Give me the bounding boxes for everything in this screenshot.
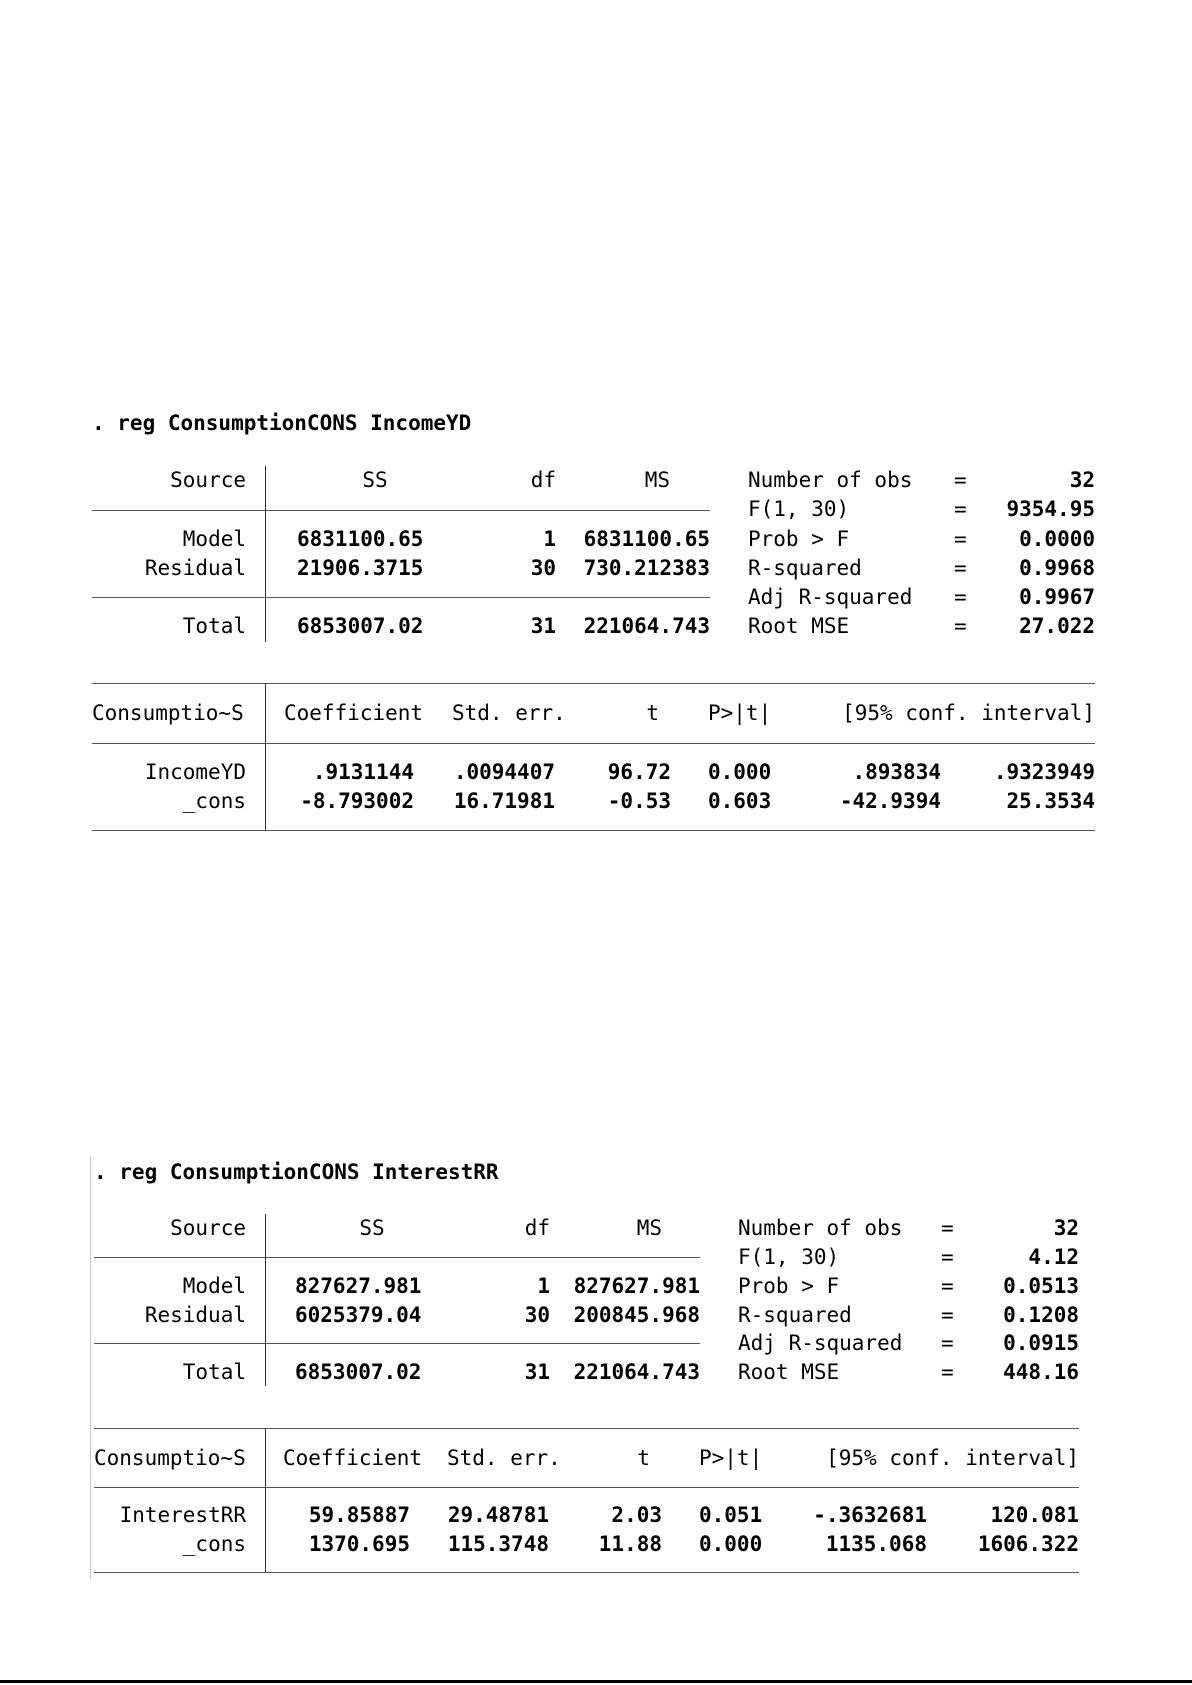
anova-rule-top	[92, 510, 710, 511]
stat-value: 448.16	[1003, 1360, 1079, 1384]
coef-header-se: Std. err.	[447, 1446, 561, 1470]
stat-label: Root MSE	[748, 614, 850, 638]
stat-eq: =	[941, 1360, 954, 1384]
coef-header-coef: Coefficient	[283, 1446, 423, 1470]
coef-header-t: t	[646, 701, 659, 725]
coef-se: 16.71981	[453, 789, 555, 813]
coef-value: -8.793002	[300, 789, 414, 813]
anova-header-ss: SS	[362, 468, 388, 492]
stat-value: 32	[1069, 468, 1095, 492]
stat-eq: =	[954, 497, 967, 521]
coef-se: 29.48781	[447, 1503, 549, 1527]
command-line: . reg ConsumptionCONS IncomeYD	[92, 411, 472, 435]
coef-header-ci: [95% conf. interval]	[842, 701, 1095, 725]
anova-source: Model	[182, 1274, 246, 1298]
anova-header-df: df	[530, 468, 556, 492]
anova-df: 30	[530, 556, 556, 580]
stat-label: Root MSE	[738, 1360, 840, 1384]
coef-divider	[265, 1428, 266, 1572]
anova-ms: 200845.968	[573, 1303, 700, 1327]
stat-value: 0.9968	[1019, 556, 1095, 580]
anova-ss: 6025379.04	[295, 1303, 422, 1327]
coef-header-var: Consumptio~S	[92, 701, 244, 725]
stat-value: 27.022	[1019, 614, 1095, 638]
stat-value: 4.12	[1028, 1245, 1079, 1269]
anova-source: Total	[182, 614, 246, 638]
coef-header-p: P>|t|	[699, 1446, 763, 1470]
anova-source: Total	[182, 1360, 246, 1384]
coef-rule-bottom	[92, 830, 1095, 831]
stat-eq: =	[941, 1303, 954, 1327]
coef-ci-low: -.3632681	[813, 1503, 927, 1527]
stat-value: 32	[1053, 1216, 1079, 1240]
coef-header-coef: Coefficient	[284, 701, 424, 725]
anova-header-ss: SS	[359, 1216, 385, 1240]
anova-rule-mid	[92, 597, 710, 598]
anova-rule-top	[94, 1257, 700, 1258]
anova-ss: 6831100.65	[297, 527, 424, 551]
coef-header-ci: [95% conf. interval]	[826, 1446, 1079, 1470]
stat-label: R-squared	[748, 556, 862, 580]
anova-ss: 21906.3715	[297, 556, 424, 580]
anova-header-source: Source	[170, 468, 246, 492]
coef-ci-low: -42.9394	[839, 789, 941, 813]
coef-ci-high: 25.3534	[1006, 789, 1095, 813]
coef-rule-mid	[92, 743, 1095, 744]
stat-value: 0.0000	[1019, 527, 1095, 551]
anova-header-ms: MS	[644, 468, 670, 492]
coef-value: 59.85887	[308, 1503, 410, 1527]
stat-eq: =	[954, 614, 967, 638]
anova-df: 1	[537, 1274, 550, 1298]
coef-rule-top	[92, 683, 1095, 684]
command-line: . reg ConsumptionCONS InterestRR	[94, 1160, 499, 1184]
coef-ci-high: 120.081	[990, 1503, 1079, 1527]
anova-ss: 827627.981	[295, 1274, 422, 1298]
coef-t: 96.72	[607, 760, 671, 784]
coef-p: 0.000	[708, 760, 772, 784]
anova-divider	[265, 466, 266, 642]
stat-label: Number of obs	[748, 468, 913, 492]
coef-header-p: P>|t|	[708, 701, 772, 725]
stat-eq: =	[954, 556, 967, 580]
anova-ms: 221064.743	[573, 1360, 700, 1384]
stat-label: Number of obs	[738, 1216, 903, 1240]
coef-value: .9131144	[312, 760, 414, 784]
coef-se: .0094407	[453, 760, 555, 784]
coef-ci-high: 1606.322	[977, 1532, 1079, 1556]
stat-eq: =	[941, 1274, 954, 1298]
anova-source: Residual	[144, 556, 246, 580]
stat-eq: =	[941, 1331, 954, 1355]
anova-ss: 6853007.02	[295, 1360, 422, 1384]
stat-value: 0.9967	[1019, 585, 1095, 609]
stat-eq: =	[941, 1216, 954, 1240]
stat-eq: =	[954, 527, 967, 551]
anova-source: Model	[182, 527, 246, 551]
left-margin-bar	[90, 1155, 91, 1580]
coef-t: 11.88	[598, 1532, 662, 1556]
stat-label: Prob > F	[748, 527, 850, 551]
anova-source: Residual	[144, 1303, 246, 1327]
stat-label: Prob > F	[738, 1274, 840, 1298]
anova-ms: 827627.981	[573, 1274, 700, 1298]
stat-value: 9354.95	[1006, 497, 1095, 521]
stat-label: F(1, 30)	[738, 1245, 840, 1269]
stat-value: 0.1208	[1003, 1303, 1079, 1327]
coef-se: 115.3748	[447, 1532, 549, 1556]
anova-df: 30	[524, 1303, 550, 1327]
coef-p: 0.000	[699, 1532, 763, 1556]
coef-p: 0.603	[708, 789, 772, 813]
coef-header-var: Consumptio~S	[94, 1446, 246, 1470]
coef-rule-bottom	[94, 1572, 1079, 1573]
coef-divider	[265, 683, 266, 830]
anova-rule-mid	[94, 1343, 700, 1344]
anova-header-source: Source	[170, 1216, 246, 1240]
coef-var: InterestRR	[119, 1503, 246, 1527]
stat-eq: =	[941, 1245, 954, 1269]
anova-ms: 221064.743	[583, 614, 710, 638]
coef-ci-high: .9323949	[993, 760, 1095, 784]
anova-ss: 6853007.02	[297, 614, 424, 638]
anova-df: 1	[543, 527, 556, 551]
coef-var: _cons	[182, 789, 246, 813]
coef-t: 2.03	[611, 1503, 662, 1527]
coef-header-t: t	[637, 1446, 650, 1470]
coef-header-se: Std. err.	[452, 701, 566, 725]
coef-ci-low: .893834	[852, 760, 941, 784]
coef-var: _cons	[182, 1532, 246, 1556]
stat-eq: =	[954, 585, 967, 609]
anova-df: 31	[524, 1360, 550, 1384]
anova-divider	[265, 1214, 266, 1386]
coef-p: 0.051	[699, 1503, 763, 1527]
stat-value: 0.0513	[1003, 1274, 1079, 1298]
stat-eq: =	[954, 468, 967, 492]
coef-var: IncomeYD	[144, 760, 246, 784]
coef-t: -0.53	[607, 789, 671, 813]
coef-rule-top	[94, 1428, 1079, 1429]
anova-ms: 730.212383	[583, 556, 710, 580]
anova-ms: 6831100.65	[583, 527, 710, 551]
anova-df: 31	[530, 614, 556, 638]
coef-ci-low: 1135.068	[825, 1532, 927, 1556]
coef-value: 1370.695	[308, 1532, 410, 1556]
coef-rule-mid	[94, 1487, 1079, 1488]
anova-header-ms: MS	[636, 1216, 662, 1240]
stat-label: Adj R-squared	[738, 1331, 903, 1355]
stat-label: R-squared	[738, 1303, 852, 1327]
stat-label: F(1, 30)	[748, 497, 850, 521]
anova-header-df: df	[524, 1216, 550, 1240]
stat-value: 0.0915	[1003, 1331, 1079, 1355]
stat-label: Adj R-squared	[748, 585, 913, 609]
page-bottom-border	[0, 1680, 1192, 1683]
